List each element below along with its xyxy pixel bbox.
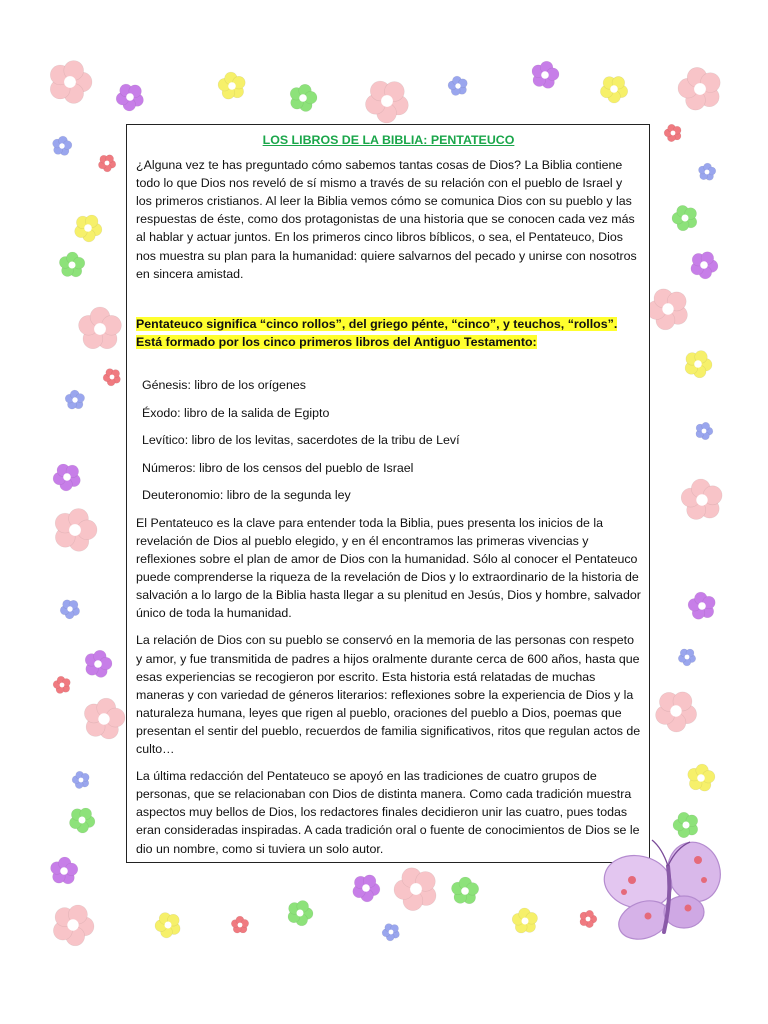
- flower-icon: [116, 84, 143, 111]
- blank-line: [136, 292, 641, 315]
- flower-icon: [532, 61, 559, 88]
- flower-icon: [84, 698, 125, 739]
- book-item-genesis: Génesis: libro de los orígenes: [142, 377, 306, 392]
- body-paragraph-4: La última redacción del Pentateuco se apoyó en las tradiciones de cuatro grupos de personas, que se relacionaban con Dios de distinta manera. Como cada tradición muestra aspectos muy bellos de Dios, los redactores finales decidieron unir las cuatro, pues todas eran consideradas inspiradas. A cada tradición oral o fuente de conocimientos de Dios se le dio un nombre, como si tuviera un solo autor.: [136, 769, 640, 856]
- flower-icon: [656, 692, 697, 732]
- highlighted-text: Pentateuco significa “cinco rollos”, del griego pénte, “cinco”, y teuchos, “rollos”. Está formado por los cinco primeros libros del Antiguo Testamento:: [136, 316, 618, 349]
- intro-paragraph: ¿Alguna vez te has preguntado cómo sabemos tantas cosas de Dios? La Biblia contiene todo lo que Dios nos reveló de sí mismo a través de su relación con el pueblo de Israel y los primeros cristianos. Al leer la Biblia vemos cómo se comunica Dios con su pueblo y las respuestas de éste, como dos protagonistas de una historia que se conocen cada vez más al hablar y actuar juntos. En los primeros cinco libros bíblicos, o sea, el Pentateuco, Dios nos muestra su plan para la humanidad: quiere salvarnos del pecado y unirse con nosotros en sincera amistad.: [136, 158, 637, 281]
- document-title: LOS LIBROS DE LA BIBLIA: PENTATEUCO: [262, 133, 515, 147]
- flower-icon: [155, 913, 180, 938]
- flower-icon: [678, 649, 695, 666]
- flower-icon: [79, 307, 122, 349]
- flower-icon: [600, 76, 627, 103]
- flower-icon: [448, 76, 467, 95]
- flower-icon: [685, 351, 712, 378]
- flower-icon: [353, 875, 380, 902]
- flower-icon: [65, 390, 84, 409]
- document-frame: [126, 124, 650, 863]
- flower-icon: [53, 136, 72, 155]
- flower-icon: [103, 369, 120, 386]
- flower-icon: [580, 910, 597, 927]
- flower-icon: [688, 592, 715, 619]
- flower-icon: [288, 901, 313, 926]
- book-item-deuteronomio: Deuteronomio: libro de la segunda ley: [142, 488, 351, 503]
- flower-icon: [688, 764, 715, 791]
- flower-icon: [50, 61, 92, 104]
- flower-icon: [70, 808, 95, 833]
- flower-icon: [664, 124, 681, 141]
- flower-icon: [394, 868, 436, 911]
- flower-icon: [647, 289, 687, 330]
- flower-icon: [512, 908, 537, 933]
- flower-icon: [452, 877, 479, 904]
- flower-icon: [366, 81, 409, 123]
- flower-icon: [681, 479, 722, 520]
- flower-icon: [53, 905, 94, 946]
- flower-icon: [290, 84, 317, 111]
- flower-icon: [51, 857, 78, 884]
- flower-icon: [699, 163, 716, 180]
- highlighted-paragraph: [136, 315, 641, 351]
- flower-icon: [75, 215, 102, 242]
- flower-icon: [60, 600, 79, 619]
- flower-icon: [72, 771, 89, 788]
- flower-icon: [672, 205, 697, 230]
- flower-icon: [85, 650, 112, 677]
- butterfly-icon: [598, 836, 724, 948]
- flower-icon: [218, 72, 245, 99]
- book-item-exodo: Éxodo: libro de la salida de Egipto: [142, 405, 330, 420]
- book-item-numeros: Números: libro de los censos del pueblo de Israel: [142, 460, 414, 475]
- flower-icon: [59, 252, 84, 277]
- flower-icon: [382, 924, 399, 941]
- flower-icon: [678, 67, 720, 110]
- book-item-levitico: Levítico: libro de los levitas, sacerdotes de la tribu de Leví: [142, 433, 460, 448]
- flower-icon: [53, 464, 80, 491]
- flower-icon: [231, 916, 248, 933]
- flower-icon: [53, 676, 70, 693]
- flower-icon: [98, 155, 115, 172]
- body-paragraph-2: El Pentateuco es la clave para entender toda la Biblia, pues presenta los inicios de la revelación de Dios al pueblo elegido, y en él encontramos las primeras vivencias y reflexiones sobre el plan de amor de Dios con la humanidad. Sólo al conocer el Pentateuco puede comprenderse la riqueza de la revelación de Dios y lo extraordinario de la historia de salvación a lo largo de la Biblia hasta llegar a su plenitud en Jesús, Dios y hombre, salvador único de toda la humanidad.: [136, 515, 641, 621]
- flower-icon: [696, 422, 713, 440]
- flower-icon: [55, 509, 97, 552]
- flower-icon: [691, 252, 718, 279]
- body-paragraph-3: La relación de Dios con su pueblo se conservó en la memoria de las personas con respeto y amor, y fue transmitida de padres a hijos oralmente durante cerca de 600 años, hasta que esas experiencias se recogieron por escrito. Esta historia está relatadas de muchas maneras y con variedad de géneros literarios: reflexiones sobre la experiencia de Dios y la naturaleza humana, leyes que rigen al pueblo, oraciones del pueblo a Dios, poemas que presentan el sentir del pueblo, recuerdos de familia significativos, ritos que regulan actos de culto…: [136, 633, 641, 757]
- flower-icon: [673, 812, 698, 837]
